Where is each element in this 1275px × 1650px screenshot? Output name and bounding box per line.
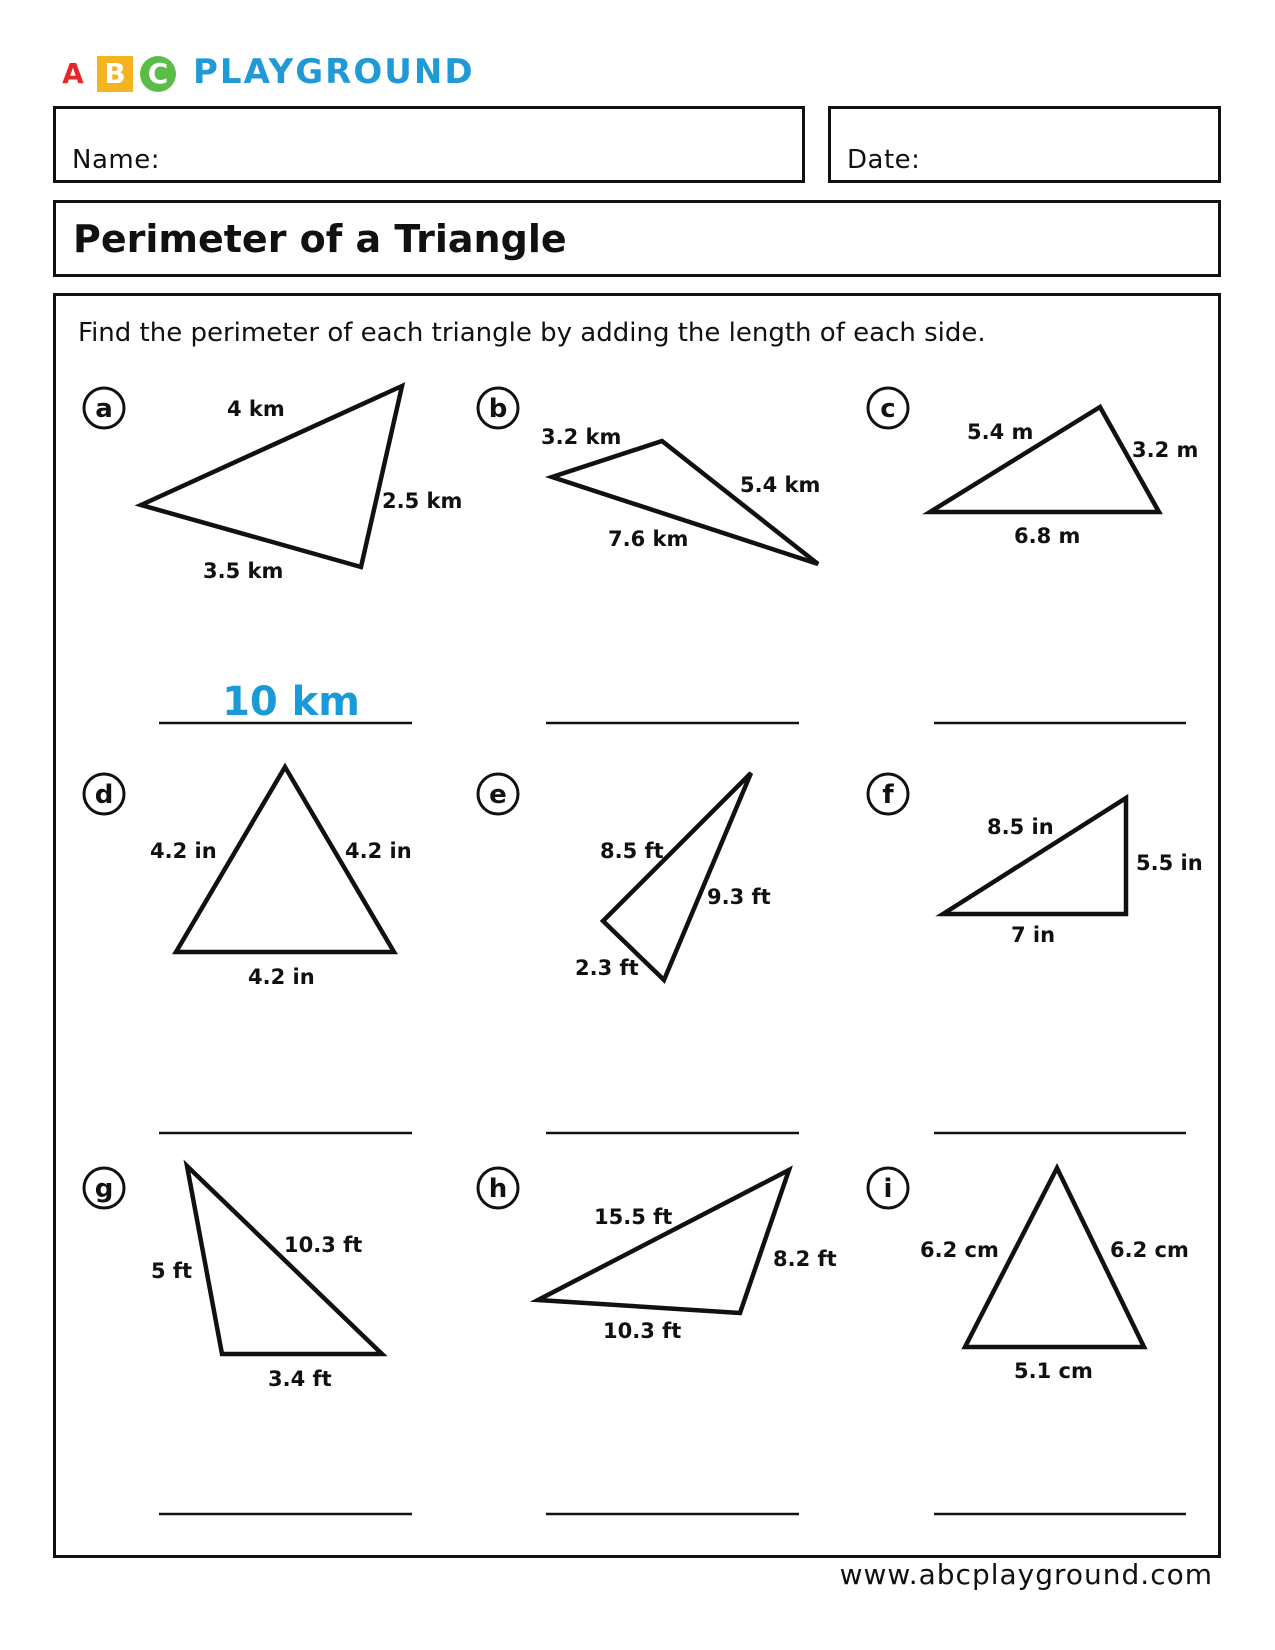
side-label: 10.3 ft (284, 1233, 363, 1257)
problem-letter: d (94, 780, 114, 810)
side-label: 4.2 in (150, 839, 217, 863)
triangle-c (930, 407, 1159, 512)
side-label: 2.5 km (382, 489, 463, 513)
problem-letter: b (488, 394, 508, 424)
side-label: 8.5 ft (600, 839, 664, 863)
side-label: 6.8 m (1014, 524, 1081, 548)
side-label: 3.2 m (1132, 438, 1199, 462)
problem-letter: f (882, 780, 894, 810)
side-label: 3.5 km (203, 559, 284, 583)
problem-h (478, 1168, 837, 1514)
triangle-g (187, 1166, 382, 1354)
problem-letter: h (488, 1174, 508, 1204)
problem-f (868, 774, 1203, 1133)
problem-letter: e (489, 780, 507, 810)
side-label: 5.4 m (967, 420, 1034, 444)
problem-g (84, 1166, 412, 1514)
side-label: 8.2 ft (773, 1247, 837, 1271)
side-label: 3.2 km (541, 425, 622, 449)
side-label: 5.1 cm (1014, 1359, 1093, 1383)
problem-letter: i (883, 1174, 893, 1204)
problem-e (478, 773, 799, 1133)
footer-url[interactable]: www.abcplayground.com (839, 1558, 1213, 1591)
problem-i (868, 1168, 1189, 1514)
side-label: 7 in (1011, 923, 1056, 947)
side-label: 5.4 km (740, 473, 821, 497)
logo-letter-a: A (62, 57, 84, 90)
problem-a (84, 386, 462, 725)
problem-d (84, 767, 412, 1133)
side-label: 3.4 ft (268, 1367, 332, 1391)
side-label: 6.2 cm (920, 1238, 999, 1262)
problem-letter: c (880, 394, 896, 424)
side-label: 4.2 in (248, 965, 315, 989)
side-label: 5.5 in (1136, 851, 1203, 875)
side-label: 7.6 km (608, 527, 689, 551)
problem-letter: a (95, 394, 113, 424)
triangle-h (538, 1170, 789, 1313)
side-label: 6.2 cm (1110, 1238, 1189, 1262)
side-label: 9.3 ft (707, 885, 771, 909)
problem-b (478, 388, 820, 723)
logo-letter-b: B (97, 56, 133, 92)
side-label: 8.5 in (987, 815, 1054, 839)
problem-c (868, 388, 1198, 723)
answer-text: 10 km (222, 679, 360, 725)
side-label: 15.5 ft (594, 1205, 673, 1229)
side-label: 10.3 ft (603, 1319, 682, 1343)
side-label: 4.2 in (345, 839, 412, 863)
triangle-e (603, 773, 751, 980)
logo-brand: PLAYGROUND (193, 52, 475, 92)
date-label: Date: (847, 145, 921, 175)
logo-letter-c: C (140, 56, 176, 92)
name-label: Name: (72, 145, 160, 175)
page-title: Perimeter of a Triangle (73, 217, 567, 261)
side-label: 2.3 ft (575, 956, 639, 980)
instructions: Find the perimeter of each triangle by adding the length of each side. (78, 318, 986, 348)
side-label: 4 km (227, 397, 285, 421)
side-label: 5 ft (151, 1259, 193, 1283)
problem-letter: g (94, 1174, 114, 1204)
